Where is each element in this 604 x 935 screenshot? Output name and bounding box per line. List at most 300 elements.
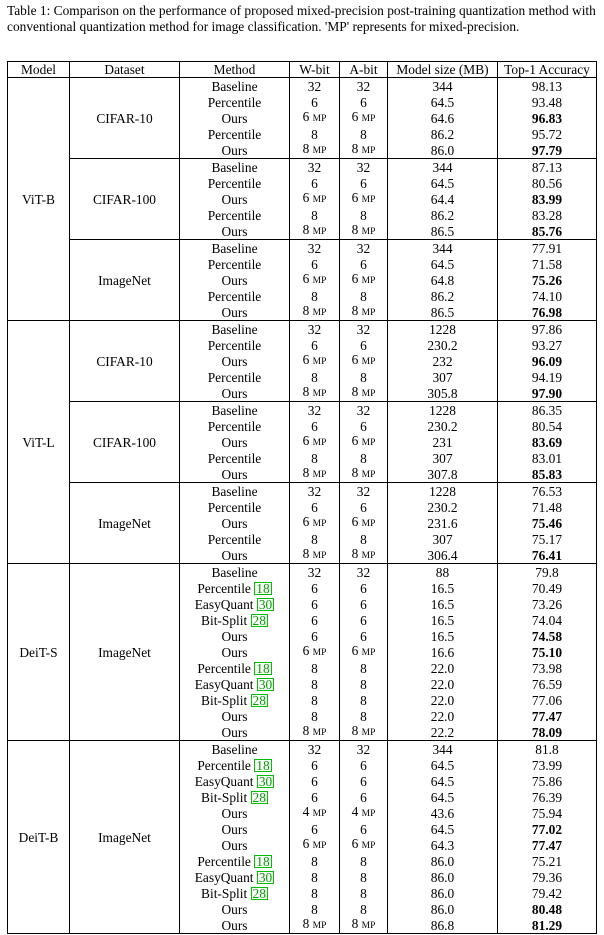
method-cell [180,499,290,515]
accuracy-cell [498,531,597,547]
w-bit-cell [290,175,340,191]
accuracy-value: 73.98 [531,660,563,676]
accuracy-value: 73.99 [531,757,563,773]
accuracy-cell [498,466,597,483]
a-bit-cell [340,256,388,272]
accuracy-value: 75.86 [531,773,563,789]
method-name: Ours [221,304,248,320]
w-bit-cell [290,515,340,531]
accuracy-value: 76.53 [531,483,563,499]
a-bit-cell-value: 8 [360,288,367,304]
mp-marker: MP [361,470,376,480]
method-name: Ours [221,515,248,531]
a-bit-cell-value: 8 [360,692,367,708]
method-name: Ours [221,644,248,660]
accuracy-value: 70.49 [531,580,563,596]
w-bit-cell-value: 32 [307,78,322,94]
a-bit-cell-value: 32 [356,78,371,94]
model-size-cell: 1228 [388,483,498,500]
w-bit-cell-value: 6 [302,353,310,367]
accuracy-value: 86.35 [531,402,563,418]
model-size-cell: 86.2 [388,288,498,304]
model-size-cell: 64.3 [388,837,498,853]
table-row [8,321,597,338]
model-size-cell: 86.2 [388,126,498,142]
accuracy-value: 78.09 [531,724,563,740]
method-cell [180,191,290,207]
accuracy-value: 80.56 [531,175,563,191]
accuracy-value: 97.90 [531,385,563,401]
dataset-cell: ImageNet [70,240,180,321]
header-model-size: Model size (MB) [388,62,498,78]
method-name: Percentile [207,288,262,304]
w-bit-cell [290,78,340,95]
model-size-cell: 64.5 [388,256,498,272]
accuracy-cell [498,110,597,126]
accuracy-cell [498,369,597,385]
accuracy-value: 96.09 [531,353,563,369]
mp-marker: MP [312,551,327,561]
a-bit-cell [340,110,388,126]
method-cell [180,159,290,176]
method-name: Bit-Split [201,612,248,628]
w-bit-cell [290,450,340,466]
model-size-cell: 230.2 [388,337,498,353]
model-size-cell: 88 [388,564,498,581]
table-caption: Table 1: Comparison on the performance of proposed mixed-precision post-training quantization method with conventional quantization method for image classification. 'MP' represents for mixed-precision. [7,3,596,34]
accuracy-value: 75.26 [531,272,563,288]
header-dataset: Dataset [70,62,180,78]
a-bit-cell [340,724,388,741]
accuracy-cell [498,676,597,692]
w-bit-cell [290,369,340,385]
w-bit-cell-value: 6 [302,434,310,448]
method-cell [180,917,290,934]
method-cell [180,724,290,741]
w-bit-cell [290,304,340,321]
w-bit-cell [290,434,340,450]
a-bit-cell [340,434,388,450]
method-name: Baseline [211,78,258,94]
method-name: Ours [221,901,248,917]
model-size-cell: 86.0 [388,885,498,901]
a-bit-cell-value: 6 [351,272,359,286]
a-bit-cell-value: 8 [351,304,359,318]
mp-marker: MP [361,551,376,561]
accuracy-value: 97.86 [531,321,563,337]
accuracy-value: 80.48 [531,901,563,917]
a-bit-cell [340,676,388,692]
method-name: Ours [221,547,248,563]
method-cell [180,369,290,385]
method-cell [180,272,290,288]
a-bit-cell [340,337,388,353]
a-bit-cell [340,869,388,885]
w-bit-cell [290,256,340,272]
w-bit-cell [290,885,340,901]
method-name: Bit-Split [201,692,248,708]
a-bit-cell-value: 6 [351,837,359,851]
citation-link[interactable]: 28 [252,612,266,628]
w-bit-cell [290,94,340,110]
mp-marker: MP [312,728,327,738]
w-bit-cell [290,821,340,837]
method-cell [180,821,290,837]
w-bit-cell [290,321,340,338]
mp-marker: MP [361,195,376,205]
method-cell [180,450,290,466]
citation-link[interactable]: 18 [256,580,270,596]
accuracy-value: 73.26 [531,596,563,612]
a-bit-cell-value: 6 [360,596,367,612]
method-name: Bit-Split [201,789,248,805]
mp-marker: MP [312,357,327,367]
a-bit-cell-value: 4 [351,805,359,819]
mp-marker: MP [361,114,376,124]
citation-link[interactable]: 28 [252,885,266,901]
accuracy-value: 93.48 [531,94,563,110]
w-bit-cell [290,240,340,257]
citation-link[interactable]: 28 [252,692,266,708]
method-name: Ours [221,724,248,740]
model-size-cell: 230.2 [388,418,498,434]
accuracy-value: 98.13 [531,78,563,94]
method-name: Ours [221,142,248,158]
a-bit-cell-value: 8 [360,708,367,724]
a-bit-cell [340,628,388,644]
a-bit-cell [340,321,388,338]
accuracy-cell [498,612,597,628]
model-size-cell: 86.0 [388,142,498,159]
a-bit-cell [340,741,388,758]
method-name: Ours [221,191,248,207]
w-bit-cell [290,676,340,692]
model-size-cell: 344 [388,78,498,95]
method-cell [180,175,290,191]
w-bit-cell-value: 8 [302,724,310,738]
method-name: Ours [221,272,248,288]
a-bit-cell [340,466,388,483]
header-method: Method [180,62,290,78]
model-size-cell: 232 [388,353,498,369]
w-bit-cell-value: 32 [307,159,322,175]
model-size-cell: 64.6 [388,110,498,126]
model-size-cell: 305.8 [388,385,498,402]
a-bit-cell [340,789,388,805]
accuracy-cell [498,223,597,240]
accuracy-value: 85.76 [531,223,563,239]
w-bit-cell [290,773,340,789]
method-name: Ours [221,385,248,401]
accuracy-cell [498,385,597,402]
mp-marker: MP [361,809,376,819]
citation-link[interactable]: 18 [256,660,270,676]
method-name: Baseline [211,741,258,757]
model-size-cell: 64.5 [388,789,498,805]
mp-marker: MP [361,519,376,529]
model-size-cell: 22.0 [388,708,498,724]
method-cell [180,78,290,95]
method-name: Ours [221,708,248,724]
method-name: Baseline [211,159,258,175]
a-bit-cell [340,612,388,628]
w-bit-cell-value: 6 [302,515,310,529]
dataset-cell: CIFAR-10 [70,321,180,402]
accuracy-cell [498,321,597,338]
method-name: Baseline [211,240,258,256]
a-bit-cell [340,515,388,531]
mp-marker: MP [312,389,327,399]
method-cell [180,531,290,547]
a-bit-cell-value: 8 [351,466,359,480]
w-bit-cell-value: 6 [311,337,318,353]
a-bit-cell-value: 32 [356,240,371,256]
a-bit-cell-value: 8 [360,531,367,547]
mp-marker: MP [361,276,376,286]
table-row [8,564,597,581]
w-bit-cell-value: 8 [302,142,310,156]
method-name: Ours [221,434,248,450]
accuracy-cell [498,272,597,288]
w-bit-cell-value: 6 [311,628,318,644]
method-name: Baseline [211,321,258,337]
table-body [8,78,597,934]
table-row [8,78,597,95]
method-name: Ours [221,110,248,126]
w-bit-cell [290,402,340,419]
method-name: Percentile [207,256,262,272]
method-cell [180,385,290,402]
w-bit-cell [290,628,340,644]
accuracy-value: 75.94 [531,805,563,821]
method-cell [180,708,290,724]
w-bit-cell [290,223,340,240]
citation-link[interactable]: 30 [258,596,273,612]
accuracy-cell [498,837,597,853]
model-size-cell: 16.5 [388,580,498,596]
a-bit-cell-value: 6 [360,821,367,837]
a-bit-cell-value: 6 [351,434,359,448]
w-bit-cell [290,337,340,353]
w-bit-cell-value: 6 [311,757,318,773]
a-bit-cell-value: 8 [360,126,367,142]
accuracy-value: 83.99 [531,191,563,207]
a-bit-cell [340,757,388,773]
model-size-cell: 43.6 [388,805,498,821]
w-bit-cell [290,272,340,288]
a-bit-cell-value: 6 [351,644,359,658]
accuracy-cell [498,353,597,369]
method-name: Ours [221,223,248,239]
method-name: Baseline [211,564,258,580]
a-bit-cell [340,547,388,564]
comparison-table [7,61,597,934]
a-bit-cell-value: 8 [351,917,359,931]
model-size-cell: 306.4 [388,547,498,564]
method-cell [180,885,290,901]
a-bit-cell [340,917,388,934]
accuracy-cell [498,142,597,159]
citation-link[interactable]: 30 [258,869,273,885]
accuracy-value: 94.19 [531,369,563,385]
a-bit-cell [340,901,388,917]
model-size-cell: 86.0 [388,901,498,917]
method-name: Percentile [207,126,262,142]
method-name: Percentile [207,207,262,223]
a-bit-cell [340,223,388,240]
w-bit-cell [290,612,340,628]
accuracy-value: 81.8 [535,741,559,757]
method-cell [180,628,290,644]
a-bit-cell [340,385,388,402]
a-bit-cell-value: 6 [360,256,367,272]
w-bit-cell-value: 8 [311,708,318,724]
method-cell [180,126,290,142]
accuracy-value: 75.10 [531,644,563,660]
accuracy-cell [498,757,597,773]
a-bit-cell [340,304,388,321]
w-bit-cell [290,917,340,934]
citation-link[interactable]: 30 [258,676,273,692]
w-bit-cell-value: 8 [311,885,318,901]
a-bit-cell [340,272,388,288]
accuracy-cell [498,773,597,789]
method-name: Percentile [197,757,251,773]
accuracy-cell [498,434,597,450]
w-bit-cell-value: 8 [302,223,310,237]
a-bit-cell-value: 8 [360,369,367,385]
a-bit-cell-value: 8 [351,142,359,156]
accuracy-cell [498,644,597,660]
w-bit-cell-value: 32 [307,741,322,757]
model-size-cell: 230.2 [388,499,498,515]
method-name: Ours [221,353,248,369]
model-size-cell: 344 [388,240,498,257]
w-bit-cell-value: 6 [311,418,318,434]
w-bit-cell-value: 8 [311,853,318,869]
method-name: Percentile [207,337,262,353]
a-bit-cell [340,159,388,176]
w-bit-cell-value: 32 [307,483,322,499]
a-bit-cell-value: 6 [360,757,367,773]
mp-marker: MP [361,389,376,399]
w-bit-cell [290,110,340,126]
method-name: Percentile [207,94,262,110]
method-cell [180,547,290,564]
method-name: Ours [221,805,248,821]
a-bit-cell [340,837,388,853]
w-bit-cell-value: 8 [302,304,310,318]
a-bit-cell [340,580,388,596]
w-bit-cell-value: 8 [311,869,318,885]
method-cell [180,434,290,450]
w-bit-cell-value: 6 [311,773,318,789]
a-bit-cell-value: 6 [351,353,359,367]
mp-marker: MP [361,357,376,367]
mp-marker: MP [312,438,327,448]
method-cell [180,773,290,789]
header-a-bit: A-bit [340,62,388,78]
a-bit-cell-value: 6 [360,612,367,628]
accuracy-value: 85.83 [531,466,563,482]
w-bit-cell [290,724,340,741]
w-bit-cell [290,531,340,547]
citation-link[interactable]: 28 [252,789,266,805]
dataset-cell: CIFAR-10 [70,78,180,159]
a-bit-cell [340,773,388,789]
accuracy-value: 83.28 [531,207,563,223]
accuracy-cell [498,337,597,353]
citation-link[interactable]: 18 [256,757,270,773]
model-size-cell: 231.6 [388,515,498,531]
accuracy-cell [498,789,597,805]
a-bit-cell [340,450,388,466]
model-size-cell: 64.8 [388,272,498,288]
method-cell [180,853,290,869]
accuracy-cell [498,885,597,901]
method-cell [180,142,290,159]
model-cell: ViT-L [8,321,70,564]
w-bit-cell [290,564,340,581]
accuracy-value: 77.91 [531,240,563,256]
accuracy-cell [498,191,597,207]
model-size-cell: 344 [388,741,498,758]
method-name: Ours [221,466,248,482]
w-bit-cell-value: 6 [311,256,318,272]
accuracy-cell [498,483,597,500]
w-bit-cell [290,853,340,869]
mp-marker: MP [361,648,376,658]
method-name: EasyQuant [194,596,254,612]
accuracy-cell [498,256,597,272]
a-bit-cell-value: 8 [360,207,367,223]
a-bit-cell [340,191,388,207]
accuracy-cell [498,724,597,741]
citation-link[interactable]: 18 [256,853,270,869]
accuracy-value: 76.98 [531,304,563,320]
method-cell [180,789,290,805]
accuracy-cell [498,402,597,419]
a-bit-cell-value: 32 [356,741,371,757]
a-bit-cell-value: 32 [356,483,371,499]
header-row [8,62,597,78]
accuracy-cell [498,78,597,95]
dataset-cell: ImageNet [70,564,180,741]
a-bit-cell [340,644,388,660]
w-bit-cell-value: 6 [311,94,318,110]
w-bit-cell [290,741,340,758]
a-bit-cell-value: 32 [356,321,371,337]
w-bit-cell-value: 8 [311,126,318,142]
model-size-cell: 86.2 [388,207,498,223]
mp-marker: MP [361,146,376,156]
w-bit-cell [290,385,340,402]
citation-link[interactable]: 30 [258,773,273,789]
a-bit-cell-value: 6 [360,337,367,353]
accuracy-cell [498,692,597,708]
model-cell: DeiT-B [8,741,70,934]
model-size-cell: 344 [388,159,498,176]
accuracy-value: 74.10 [531,288,563,304]
accuracy-cell [498,288,597,304]
w-bit-cell-value: 6 [302,644,310,658]
accuracy-cell [498,240,597,257]
model-size-cell: 64.5 [388,773,498,789]
method-cell [180,869,290,885]
mp-marker: MP [312,921,327,931]
w-bit-cell-value: 32 [307,240,322,256]
mp-marker: MP [361,227,376,237]
